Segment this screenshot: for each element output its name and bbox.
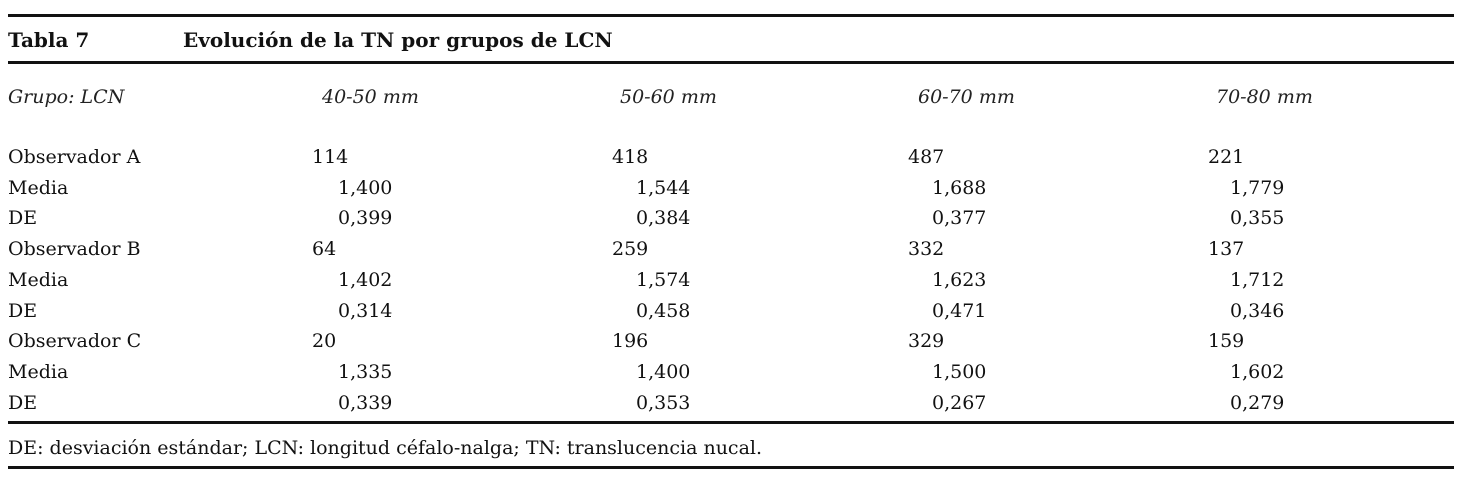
table-cell: 0,353 <box>636 392 691 414</box>
row-label: Media <box>8 269 69 291</box>
table-cell: 0,314 <box>338 300 393 322</box>
table-cell: 0,384 <box>636 207 691 229</box>
table-cell: 0,458 <box>636 300 691 322</box>
row-label: Observador B <box>8 238 141 260</box>
table-cell: 329 <box>908 330 945 352</box>
table-cell: 1,688 <box>932 177 987 199</box>
table-cell: 0,355 <box>1230 207 1285 229</box>
table-cell: 1,712 <box>1230 269 1285 291</box>
table-cell: 1,500 <box>932 361 987 383</box>
table-cell: 418 <box>612 146 649 168</box>
header-column: 70-80 mm <box>1216 86 1313 108</box>
table-cell: 1,335 <box>338 361 393 383</box>
table-cell: 196 <box>612 330 649 352</box>
table-top-rule <box>8 14 1454 17</box>
table-cell: 259 <box>612 238 649 260</box>
table-cell: 332 <box>908 238 945 260</box>
table-end-rule <box>8 466 1454 469</box>
table-cell: 1,602 <box>1230 361 1285 383</box>
table-cell: 159 <box>1208 330 1245 352</box>
table-cell: 0,346 <box>1230 300 1285 322</box>
row-label: DE <box>8 207 38 229</box>
table-cell: 137 <box>1208 238 1245 260</box>
row-label: Observador A <box>8 146 141 168</box>
table-cell: 20 <box>312 330 337 352</box>
table-cell: 1,623 <box>932 269 987 291</box>
table-cell: 487 <box>908 146 945 168</box>
table-cell: 0,471 <box>932 300 987 322</box>
table-cell: 1,400 <box>338 177 393 199</box>
header-group-label: Grupo: LCN <box>8 86 125 108</box>
table-cell: 0,377 <box>932 207 987 229</box>
table-bottom-rule <box>8 421 1454 424</box>
table-cell: 1,400 <box>636 361 691 383</box>
row-label: DE <box>8 300 38 322</box>
table-cell: 114 <box>312 146 349 168</box>
table-header-rule <box>8 61 1454 64</box>
table-cell: 1,402 <box>338 269 393 291</box>
table-cell: 0,339 <box>338 392 393 414</box>
row-label: DE <box>8 392 38 414</box>
header-column: 60-70 mm <box>918 86 1015 108</box>
table-cell: 0,267 <box>932 392 987 414</box>
table-cell: 64 <box>312 238 337 260</box>
table-cell: 0,279 <box>1230 392 1285 414</box>
table-cell: 1,544 <box>636 177 691 199</box>
table-cell: 221 <box>1208 146 1245 168</box>
row-label: Media <box>8 177 69 199</box>
table-cell: 1,779 <box>1230 177 1285 199</box>
table-cell: 1,574 <box>636 269 691 291</box>
row-label: Media <box>8 361 69 383</box>
table-cell: 0,399 <box>338 207 393 229</box>
table-footnote: DE: desviación estándar; LCN: longitud céfalo-nalga; TN: translucencia nucal. <box>8 437 763 459</box>
row-label: Observador C <box>8 330 142 352</box>
header-column: 50-60 mm <box>620 86 717 108</box>
table-number: Tabla 7 <box>8 28 90 52</box>
table-title: Evolución de la TN por grupos de LCN <box>183 28 613 52</box>
header-column: 40-50 mm <box>322 86 419 108</box>
